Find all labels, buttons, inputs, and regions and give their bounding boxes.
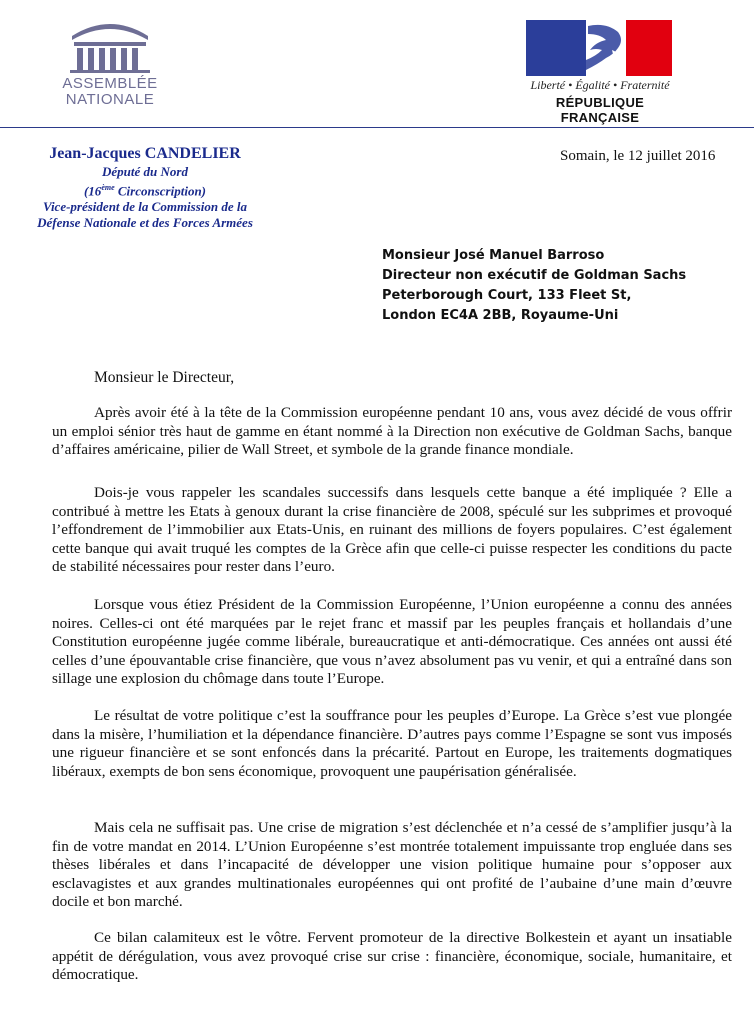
republic-motto: Liberté • Égalité • Fraternité — [530, 78, 670, 92]
sender-commission: Défense Nationale et des Forces Armées — [37, 215, 253, 231]
salutation: Monsieur le Directeur, — [94, 369, 235, 386]
body-paragraph: Dois-je vous rappeler les scandales successifs dans lesquels cette banque a été impliquée ? Elle a contribué à mettre les Etats à genoux durant la crise financière de 2008, spéculé sur les subprimes et provoqué l’effondrement de l’immobilier aux Etats-Unis, en ruinant des millions de foyers populaires. C’est également cette banque qui avait truqué les comptes de la Grèce afin que celle-ci puisse respecter les conditions du pacte de stabilité nécessaires pour rester dans l’euro. — [52, 484, 732, 576]
body-paragraph: Lorsque vous étiez Président de la Commission Européenne, l’Union européenne a connu des années noires. Celles-ci ont été marquées par le rejet franc et massif par les peuples français et hollandais d’une Constitution européenne jugée comme libérale, bureaucratique et anti-démocratique. Ces années ont aussi été celles d’une épouvantable crise financière, que vous n’avez absolument pas vu venir, et qui a entraîné dans son sillage une explosion du chômage dans toute l’Europe. — [52, 596, 732, 688]
recipient-line: Peterborough Court, 133 Fleet St, — [382, 288, 632, 303]
sender-title: Député du Nord — [102, 164, 188, 179]
body-paragraph: Ce bilan calamiteux est le vôtre. Fervent promoteur de la directive Bolkestein et ayant un insatiable appétit de dérégulation, vous avez provoqué crise sur crise : financière, économique, sociale, humanitaire, et démocratique. — [52, 929, 732, 984]
sender-block — [0, 144, 290, 231]
recipient-address — [382, 246, 742, 326]
body-paragraph: Mais cela ne suffisait pas. Une crise de migration s’est déclenchée et n’a cessé de s’amplifier jusqu’à la fin de votre mandat en 2014. L’Union Européenne s’est montrée totalement impuissante trop engluée dans ses thèses libérales et dans l’incapacité de développer une vision politique humaine pour s’opposer aux esclavagistes et aux grandes multinationales européennes qui ont profité de l’aubaine d’une main d’œuvre docile et bon marché. — [52, 819, 732, 911]
hemicycle-icon — [68, 14, 152, 74]
recipient-line: Monsieur José Manuel Barroso — [382, 248, 605, 263]
logo-text-assemblee: ASSEMBLÉE — [62, 75, 158, 92]
assemblee-nationale-logo — [48, 14, 168, 110]
recipient-line: London EC4A 2BB, Royaume-Uni — [382, 308, 619, 323]
body-paragraph: Après avoir été à la tête de la Commission européenne pendant 10 ans, vous avez décidé de vous offrir un emploi sénior très haut de gamme en étant nommé à la Direction non exécutive de Goldman Sachs, banque d’affaires américaine, pilier de Wall Street, et symbole de la grande finance mondiale. — [52, 404, 732, 459]
letter-date: Somain, le 12 juillet 2016 — [560, 148, 716, 164]
marianne-flag-icon — [526, 20, 672, 76]
sender-vice-president: Vice-président de la Commission de la — [42, 199, 248, 215]
sender-name: Jean-Jacques CANDELIER — [49, 145, 241, 162]
logo-text-nationale: NATIONALE — [65, 91, 155, 108]
republic-name: RÉPUBLIQUE FRANÇAISE — [555, 95, 645, 125]
republique-francaise-logo — [520, 20, 680, 125]
sender-constituency: (16ème Circonscription) — [83, 183, 207, 199]
header-divider — [0, 127, 754, 128]
body-paragraph: Le résultat de votre politique c’est la souffrance pour les peuples d’Europe. La Grèce s’est vue plongée dans la misère, l’humiliation et la dépendance financière. D’autres pays comme l’Espagne se sont vus imposés une rigueur financière et se sont enfoncés dans la précarité. Partout en Europe, les traitements dogmatiques libéraux, exempts de bon sens économique, provoquent une paupérisation généralisée. — [52, 707, 732, 780]
recipient-line: Directeur non exécutif de Goldman Sachs — [382, 268, 687, 283]
